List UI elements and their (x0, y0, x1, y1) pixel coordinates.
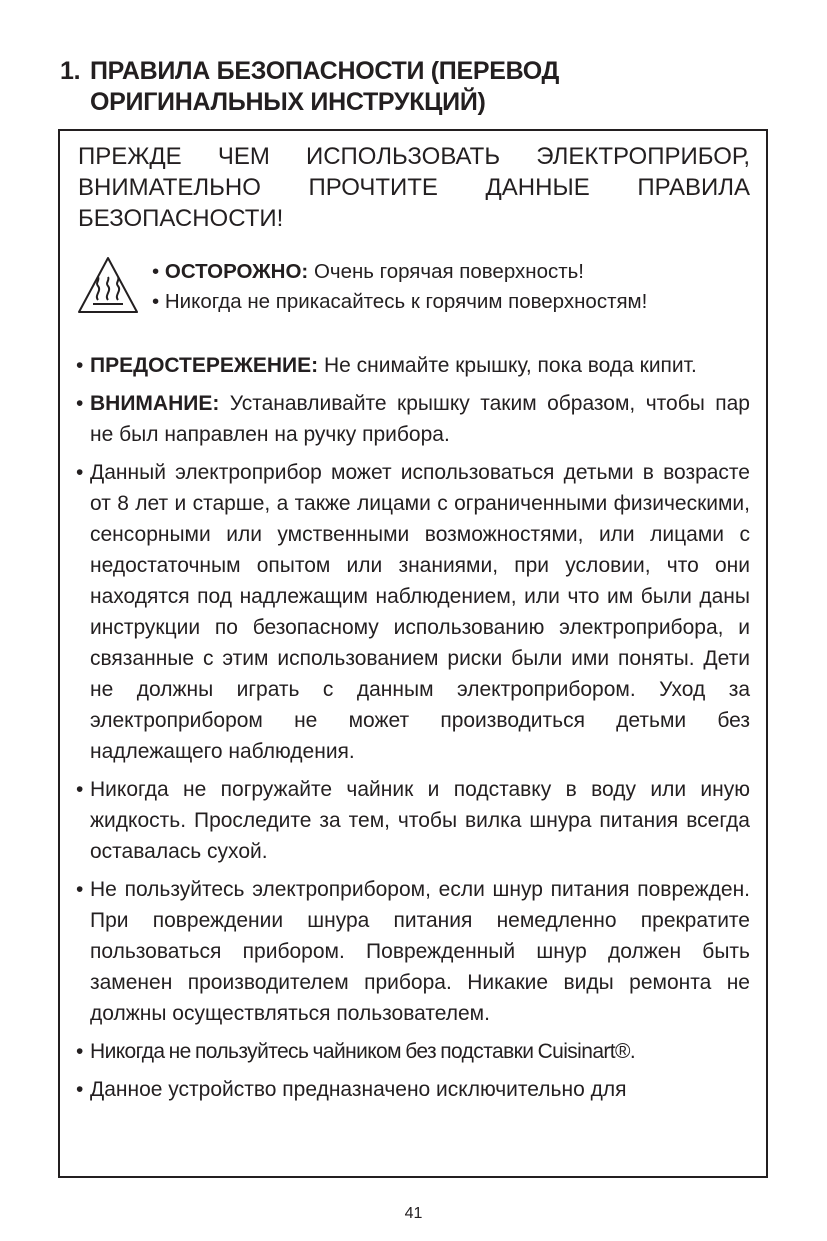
never-touch-text: Никогда не прикасайтесь к горячим поверхностям! (164, 290, 648, 313)
safety-list (76, 350, 750, 1112)
hot-surface-warning-icon (76, 255, 140, 315)
item-label: ПРЕДОСТЕРЕЖЕНИЕ: (90, 354, 319, 377)
item-text: Никогда не пользуйтесь чайником без подставки Cuisinart®. (90, 1040, 636, 1063)
caution-text: Очень горячая поверхность! (308, 260, 584, 283)
list-item (76, 874, 750, 1029)
list-item (76, 1036, 750, 1067)
section-title-line-2: ОРИГИНАЛЬНЫХ ИНСТРУКЦИЙ) (90, 88, 486, 116)
intro-line-2: ВНИМАТЕЛЬНО ПРОЧТИТЕ ДАННЫЕ ПРАВИЛА (78, 174, 750, 201)
list-item (76, 774, 750, 867)
item-text: Не снимайте крышку, пока вода кипит. (318, 354, 697, 377)
caution-label: ОСТОРОЖНО: (164, 260, 309, 283)
item-text: Никогда не погружайте чайник и подставку в воду или иную жидкость. Проследите за тем, чтобы вилка шнура питания всегда оставалась сухой. (90, 778, 750, 863)
item-text: Данный электроприбор может использоваться детьми в возрасте от 8 лет и старше, а также лицами с ограниченными физическими, сенсорными или умственными возможностями, или лицами с недостаточным опытом или знаниями, при условии, что они находятся под надлежащим наблюдением, или что им были даны инструкции по безопасному использованию электроприбора, и связанные с этим использованием риски были ими поняты. Дети не должны играть с данным электроприбором. Уход за электроприбором не может производиться детьми без надлежащего наблюдения. (90, 461, 750, 763)
intro-warning (78, 141, 750, 234)
section-number: 1. (60, 57, 81, 85)
section-title-line-1: ПРАВИЛА БЕЗОПАСНОСТИ (ПЕРЕВОД (90, 57, 560, 85)
item-text: Данное устройство предназначено исключительно для (90, 1078, 627, 1101)
intro-line-3: БЕЗОПАСНОСТИ! (78, 205, 284, 232)
list-item (76, 457, 750, 767)
list-item (76, 350, 750, 381)
item-text: Не пользуйтесь электроприбором, если шнур питания поврежден. При повреждении шнура питания немедленно прекратите пользоваться прибором. Поврежденный шнур должен быть заменен производителем прибора. Никакие виды ремонта не должны осуществляться пользователем. (90, 878, 750, 1025)
list-item (76, 388, 750, 450)
safety-box (58, 129, 768, 1178)
section-heading (60, 56, 780, 118)
caution-line: • ОСТОРОЖНО: Очень горячая поверхность! (152, 260, 584, 283)
item-text: Устанавливайте крышку таким образом, чтобы пар не был направлен на ручку прибора. (90, 392, 750, 446)
never-touch-line: • Никогда не прикасайтесь к горячим поверхностям! (152, 290, 648, 313)
item-label: ВНИМАНИЕ: (90, 392, 220, 415)
hot-surface-warnings (152, 257, 752, 317)
heading-line-1 (60, 56, 780, 87)
list-item (76, 1074, 750, 1105)
intro-line-1: ПРЕЖДЕ ЧЕМ ИСПОЛЬЗОВАТЬ ЭЛЕКТРОПРИБОР, (78, 143, 750, 170)
page-number: 41 (404, 1205, 423, 1222)
